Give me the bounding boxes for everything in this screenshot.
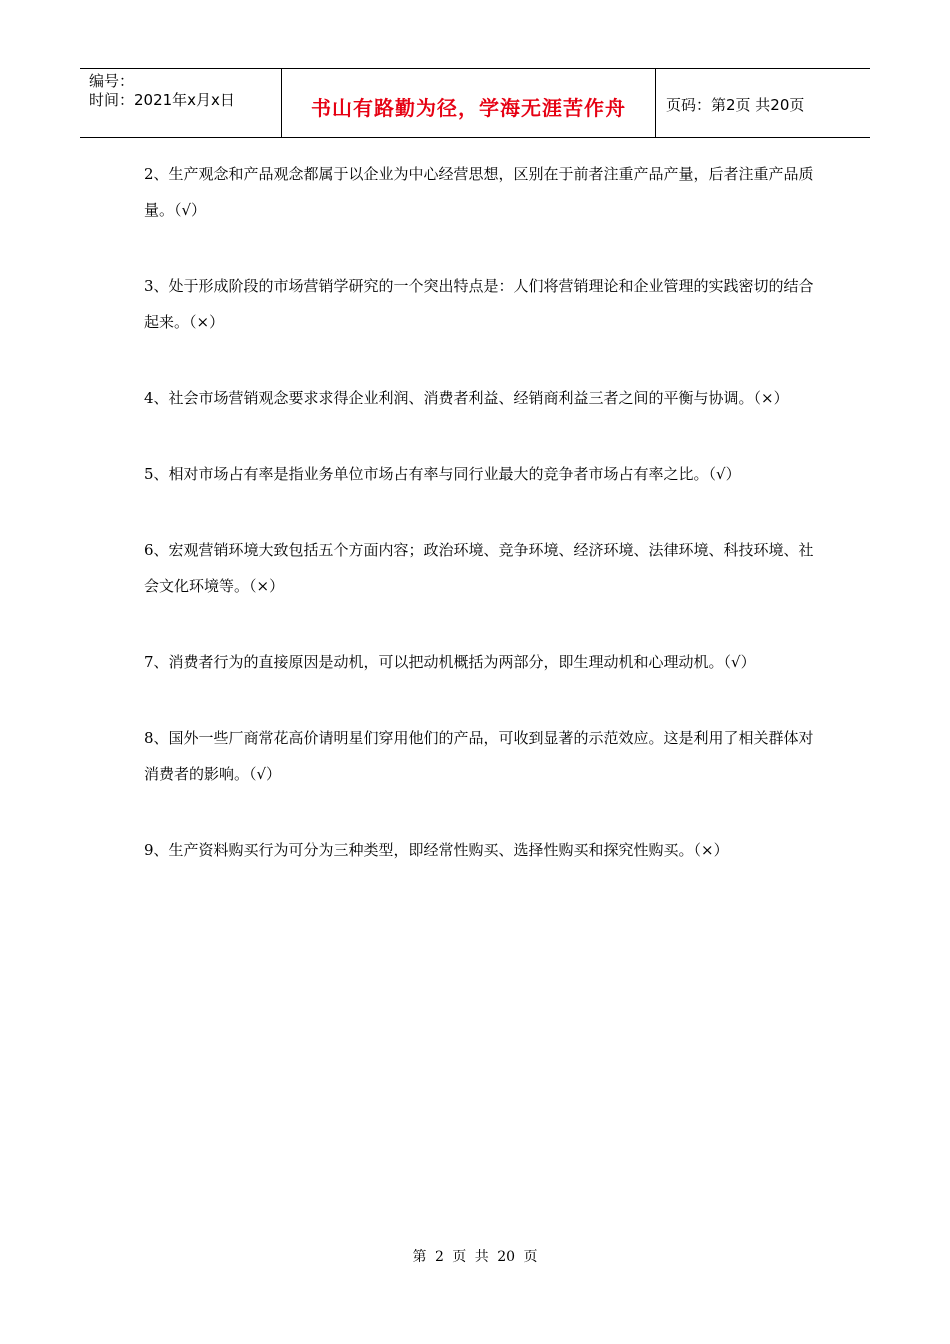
page-header (80, 68, 870, 138)
question-item-6: 6、宏观营销环境大致包括五个方面内容；政治环境、竞争环境、经济环境、法律环境、科技环境、社会文化环境等。（×） (144, 541, 814, 595)
document-number-label: 编号： (89, 72, 135, 90)
question-item-7: 7、消费者行为的直接原因是动机，可以把动机概括为两部分，即生理动机和心理动机。（√） (144, 653, 756, 671)
question-item-8: 8、国外一些厂商常花高价请明星们穿用他们的产品，可收到显著的示范效应。这是利用了相关群体对消费者的影响。（√） (144, 729, 814, 783)
question-item-2: 2、生产观念和产品观念都属于以企业为中心经营思想，区别在于前者注重产品产量，后者注重产品质量。（√） (144, 165, 814, 219)
header-page-info: 页码：第2页 共20页 (666, 95, 805, 114)
question-item-9: 9、生产资料购买行为可分为三种类型，即经常性购买、选择性购买和探究性购买。（×） (144, 841, 729, 859)
question-list (144, 156, 824, 868)
question-item-5: 5、相对市场占有率是指业务单位市场占有率与同行业最大的竞争者市场占有率之比。（√） (144, 465, 741, 483)
page-footer: 第 2 页 共 20 页 (412, 1249, 538, 1265)
question-item-3: 3、处于形成阶段的市场营销学研究的一个突出特点是：人们将营销理论和企业管理的实践密切的结合起来。（×） (144, 277, 814, 331)
document-time-label: 时间：2021年x月x日 (89, 91, 235, 109)
question-item-4: 4、社会市场营销观念要求求得企业利润、消费者利益、经销商利益三者之间的平衡与协调。（×） (144, 389, 789, 407)
header-motto: 书山有路勤为径，学海无涯苦作舟 (282, 69, 656, 137)
header-meta-cell (80, 69, 282, 137)
